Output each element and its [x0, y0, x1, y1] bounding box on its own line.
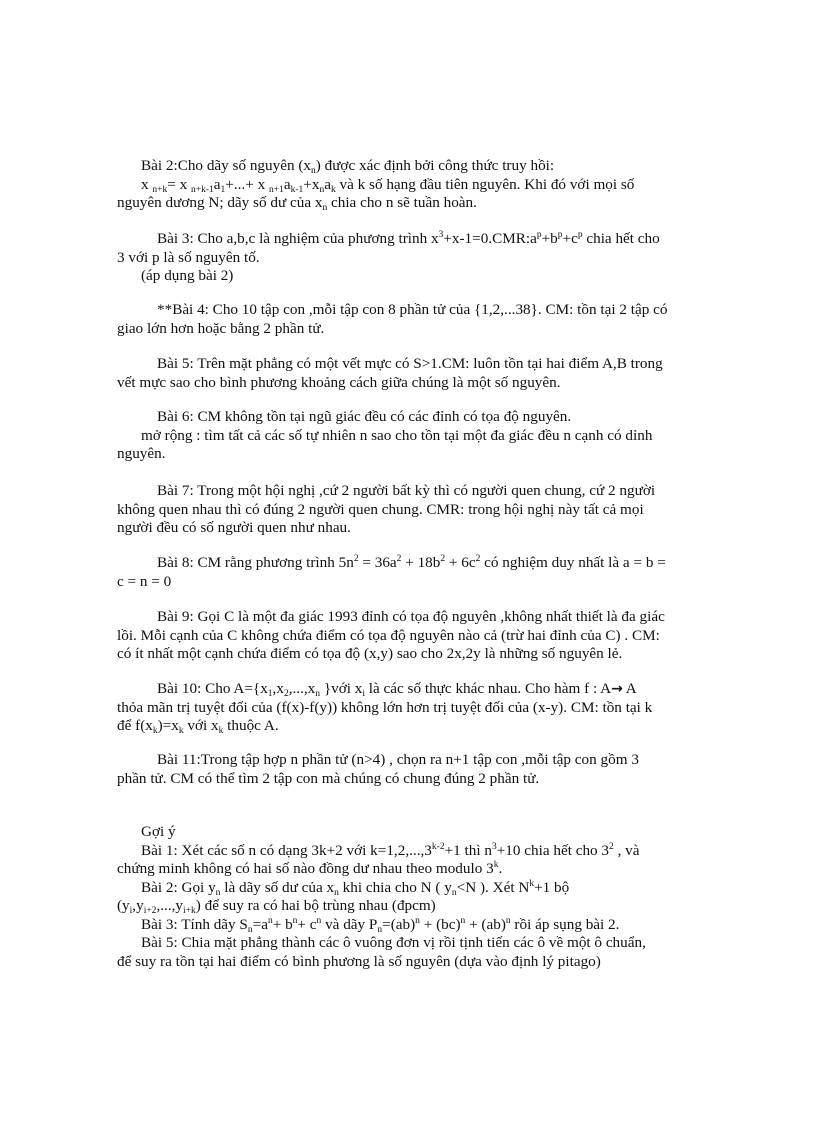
hint-text: + c [297, 915, 317, 933]
problem-7 [117, 482, 702, 538]
subscript: i [362, 689, 365, 699]
superscript: 2 [353, 554, 359, 564]
problem-3-line-2: 3 với p là số nguyên tố. [117, 248, 260, 266]
problem-2-formula [117, 176, 702, 195]
formula-text: a [324, 175, 331, 193]
right-arrow-icon: → [611, 681, 623, 697]
hint-text: là dãy số dư của x [220, 878, 335, 896]
superscript: n [415, 915, 420, 926]
subscript: n [451, 887, 457, 898]
problem-3-text: +x-1=0.CMR:a [443, 230, 537, 247]
problem-3-text: Bài 3: Cho a,b,c là nghiệm của phương trình x [157, 230, 439, 247]
superscript: n [505, 915, 511, 926]
subscript: k-1 [290, 184, 304, 195]
problem-6-line-3: nguyên. [117, 445, 166, 462]
problem-10-text: là các số thực khác nhau. Cho hàm f : A [364, 680, 612, 697]
problem-6-line-2: mở rộng : tìm tất cả các số tự nhiên n sao cho tồn tại một đa giác đều n cạnh có dỉnh [141, 426, 653, 444]
hint-text: chứng minh không có hai số nào đồng dư nhau theo modulo 3 [117, 860, 494, 877]
hint-text: ) để suy ra có hai bộ trùng nhau (đpcm) [195, 897, 436, 914]
subscript: n+1 [269, 184, 284, 195]
subscript: n+k [152, 184, 168, 195]
problem-8-line-2: c = n = 0 [117, 572, 172, 590]
problem-2-line-3 [117, 194, 702, 213]
problem-8-line-1 [117, 554, 702, 573]
subscript: n [334, 887, 339, 898]
hints-title: Gợi ý [141, 823, 176, 840]
problem-9-line-3: có ít nhất một cạnh chứa điểm có tọa độ (x,y) sao cho 2x,2y là những số nguyên lẻ. [117, 645, 623, 662]
subscript: n+k-1 [191, 184, 214, 195]
problem-8-text: = 36a [358, 554, 397, 571]
subscript: n [315, 689, 321, 699]
problem-8 [117, 554, 702, 591]
hint-5-line-2: để suy ra tồn tại hai điểm có bình phương là số nguyên (dựa vào định lý pitago) [117, 952, 601, 970]
problem-8-text: Bài 8: CM rằng phương trình 5n [157, 554, 354, 571]
hint-5-line-1: Bài 5: Chia mặt phẳng thành các ô vuông đơn vị rồi tịnh tiến các ô về một ô chuẩn, [141, 934, 646, 951]
hint-1-line-1 [117, 842, 702, 861]
hint-text: + b [272, 915, 293, 933]
problem-10-text: )=x [157, 717, 179, 734]
problem-11 [117, 751, 702, 788]
formula-text: và k số hạng đầu tiên nguyên. Khi đó với mọi số [335, 175, 635, 193]
hint-text: và dãy P [321, 915, 378, 933]
hint-text: =(ab) [382, 915, 416, 933]
problem-5-line-1: Bài 5: Trên mặt phẳng có một vết mực có S>1.CM: luôn tồn tại hai điểm A,B trong [157, 355, 663, 372]
problem-3-text: +b [541, 230, 558, 247]
formula-text: +x [303, 175, 320, 193]
formula-text: x [141, 175, 153, 193]
hint-text: + (ab) [465, 915, 506, 933]
problem-10-text: A [622, 680, 637, 697]
subscript: i+2 [143, 906, 157, 916]
subscript: i+k [183, 906, 196, 916]
problem-11-line-1: Bài 11:Trong tập hợp n phần tử (n>4) , chọn ra n+1 tập con ,mỗi tập con gồm 3 [157, 751, 639, 768]
superscript: n [460, 915, 466, 926]
problem-4-line-1: **Bài 4: Cho 10 tập con ,mỗi tập con 8 phần tử của {1,2,...38}. CM: tồn tại 2 tập có [157, 301, 668, 318]
hint-text: Bài 1: Xét các số n có dạng 3k+2 với k=1,2,...,3 [141, 841, 432, 859]
problem-4-line-2: giao lớn hơn hoặc bằng 2 phần tử. [117, 319, 325, 337]
problem-3-note: (áp dụng bài 2) [141, 267, 234, 284]
problem-2-intro: Bài 2:Cho dãy số nguyên (x [141, 157, 311, 174]
hint-text: + (bc) [419, 915, 461, 933]
subscript: n [311, 166, 316, 176]
superscript: p [577, 230, 583, 240]
problem-10-text: để f(x [117, 717, 153, 734]
hint-text: khi chia cho N ( y [338, 878, 452, 896]
subscript: n [319, 184, 325, 195]
subscript: n [322, 203, 328, 213]
problem-9-line-2: lồi. Mỗi cạnh của C không chứa điểm có tọa độ nguyên nào cả (trừ hai đỉnh của C) . CM: [117, 626, 660, 644]
superscript: 3 [438, 230, 444, 240]
formula-text: a [213, 175, 221, 193]
formula-text: +...+ x [225, 175, 270, 193]
superscript: k [529, 878, 535, 889]
problem-10-text: ,x [272, 680, 284, 697]
subscript: n [377, 924, 383, 935]
hint-text: +1 bộ [534, 878, 570, 896]
subscript: n [247, 924, 253, 935]
problem-8-text: + 6c [445, 554, 476, 571]
subscript: i [129, 906, 133, 916]
problem-9 [117, 608, 702, 664]
formula-text: a [283, 175, 291, 193]
problem-10-text: }với x [320, 680, 363, 697]
subscript: n [215, 887, 221, 898]
problem-7-line-3: người đều có số người quen như nhau. [117, 519, 351, 536]
problem-6 [117, 408, 702, 464]
problem-2-text: nguyên dương N; dãy số dư của x [117, 194, 323, 211]
subscript: 2 [283, 689, 289, 699]
hints-section [117, 823, 702, 971]
problem-2-intro-end: ) được xác định bởi công thức truy hồi: [315, 157, 555, 174]
problem-3-text: chia hết cho [582, 230, 660, 247]
superscript: n [316, 915, 322, 926]
problem-10-text: với x [183, 717, 219, 734]
hint-text: <N ). Xét N [456, 878, 530, 896]
hint-3-line-1 [117, 916, 702, 935]
problem-2 [117, 157, 702, 213]
problem-8-text: + 18b [401, 554, 441, 571]
problem-3 [117, 230, 702, 286]
subscript: k [178, 726, 184, 736]
hint-text: . [498, 860, 503, 877]
problem-10-text: thuộc A. [223, 717, 279, 734]
hint-2-line-1 [117, 879, 702, 898]
problem-10-line-2: thỏa mãn trị tuyệt đối của (f(x)-f(y)) không lớn hơn trị tuyệt đối của (x-y). CM: tồn tại k [117, 698, 653, 716]
hint-text: ,y [132, 897, 144, 914]
hint-text: =a [252, 915, 268, 933]
superscript: 2 [475, 554, 481, 564]
problem-9-line-1: Bài 9: Gọi C là một đa giác 1993 đỉnh có tọa độ nguyên ,không nhất thiết là đa giác [157, 608, 665, 625]
superscript: n [267, 915, 273, 926]
problem-7-line-1: Bài 7: Trong một hội nghị ,cứ 2 người bất kỳ thì có người quen chung, cứ 2 người [157, 482, 656, 499]
superscript: k [493, 860, 499, 870]
subscript: k [330, 184, 336, 195]
problem-10 [117, 680, 702, 736]
problem-5 [117, 355, 702, 392]
problem-3-line-1 [117, 230, 702, 249]
superscript: p [536, 230, 542, 240]
hint-text: +10 chia hết cho 3 [496, 841, 610, 859]
problem-10-text: Bài 10: Cho A={x [157, 680, 268, 697]
hint-text: , và [613, 841, 640, 859]
problem-11-line-2: phần tử. CM có thể tìm 2 tập con mà chúng có chung đúng 2 phần tử. [117, 769, 540, 787]
problem-4 [117, 301, 702, 338]
hint-text: (y [117, 897, 130, 914]
subscript: k [218, 726, 224, 736]
problem-6-line-1: Bài 6: CM không tồn tại ngũ giác đều có các đỉnh có tọa độ nguyên. [157, 408, 572, 425]
hint-text: +1 thì n [444, 841, 492, 859]
superscript: p [557, 230, 563, 240]
superscript: n [292, 915, 298, 926]
hint-text: rồi áp sụng bài 2. [510, 915, 620, 933]
problem-5-line-2: vết mực sao cho bình phương khoảng cách giữa chúng là một số nguyên. [117, 373, 561, 391]
superscript: 3 [491, 841, 497, 852]
problem-8-text: có nghiệm duy nhất là a = b = [480, 554, 666, 571]
hint-text: ,...,y [156, 897, 184, 914]
subscript: 1 [267, 689, 273, 699]
superscript: 2 [440, 554, 446, 564]
subscript: 1 [220, 184, 226, 195]
problem-2-line-1 [117, 157, 702, 176]
subscript: k [152, 726, 158, 736]
problem-7-line-2: không quen nhau thì có đúng 2 người quen chung. CMR: trong hội nghị này tất cả mọi [117, 500, 644, 518]
problem-2-text: chia cho n sẽ tuần hoàn. [327, 194, 477, 211]
problem-10-line-3 [117, 717, 702, 736]
hint-2-line-2 [117, 897, 702, 916]
superscript: 2 [609, 841, 614, 852]
hint-text: Bài 2: Gọi y [141, 878, 216, 896]
problem-10-line-1 [117, 680, 702, 699]
problem-3-text: +c [562, 230, 578, 247]
superscript: 2 [396, 554, 402, 564]
problem-10-text: ,...,x [288, 680, 316, 697]
formula-text: = x [167, 175, 192, 193]
hint-text: Bài 3: Tính dãy S [141, 915, 248, 933]
hint-1-line-2 [117, 860, 702, 879]
superscript: k-2 [431, 841, 445, 852]
